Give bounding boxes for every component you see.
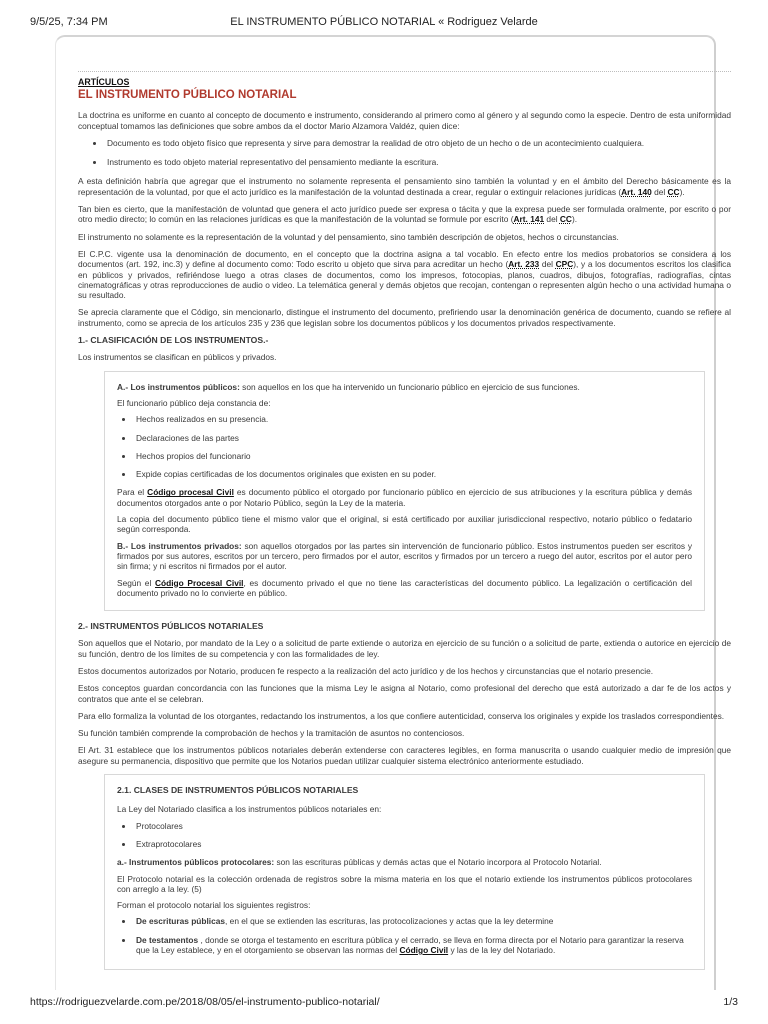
funcionario-intro: El funcionario público deja constancia de: — [117, 397, 271, 408]
paragraph-documento-privado: Según el Código Procesal Civil, es documento privado el que no tiene las características del documento público. La legalización o certificación del documento privado no lo convierte en público. — [117, 577, 692, 598]
list-item: • Expide copias certificadas de los documentos originales que existen en su poder. — [134, 469, 692, 479]
list-item: • Hechos propios del funcionario — [134, 451, 692, 461]
link-codigo-civil[interactable]: Código Civil — [399, 945, 449, 956]
notariales-paragraph: El Art. 31 establece que los instrumentos públicos notariales deberán extenderse con caracteres legibles, en forma manuscrita o usando cualquier medio de impresión que asegure su permanencia, dispositivo que permite que los Notarios puedan utilizar cualquier sistema electrónico anteriormente estudiado. — [78, 745, 731, 766]
link-cc[interactable]: CC — [559, 214, 572, 225]
link-art-233[interactable]: Art. 233 — [508, 259, 540, 270]
notariales-paragraph: Estos documentos autorizados por Notario, producen fe respecto a la realización del acto jurídico y de los hechos y circunstancias que el notario presencie. — [78, 665, 654, 676]
definition-item: • Instrumento es todo objeto material representativo del pensamiento mediante la escritura. — [105, 157, 731, 167]
list-item: • Protocolares — [134, 821, 692, 831]
notariales-paragraph: Su función también comprende la comprobación de hechos y la tramitación de asuntos no contenciosos. — [78, 728, 465, 739]
print-document-title: EL INSTRUMENTO PÚBLICO NOTARIAL « Rodriguez Velarde — [230, 16, 538, 28]
definitions-list — [105, 138, 731, 168]
top-separator — [78, 71, 731, 72]
notariales-paragraph: Para ello formaliza la voluntad de los otorgantes, redactando los instrumentos, a los que confiere autenticidad, conserva los originales y expide los traslados correspondientes. — [78, 710, 725, 721]
print-timestamp: 9/5/25, 7:34 PM — [30, 16, 108, 28]
list-item: • Extraprotocolares — [134, 839, 692, 849]
article-content — [78, 58, 731, 980]
list-item: • Hechos realizados en su presencia. — [134, 414, 692, 424]
link-codigo-procesal-civil[interactable]: Código procesal Civil — [147, 487, 234, 498]
clases-box — [104, 774, 705, 970]
article-title: EL INSTRUMENTO PÚBLICO NOTARIAL — [78, 89, 297, 102]
privados-definition: B.- Los instrumentos privados: son aquellos otorgados por las partes sin intervención de funcionario público. Estos instrumentos pueden ser escritos y firmados por sus autores, escritos por un tercero, pero firmados por el autor, escritos y firmados por un tercero a ruego del autor, escritos por el autor pero sin firma; y ni escritos ni firmados por el autor. — [117, 540, 692, 572]
print-url: https://rodriguezvelarde.com.pe/2018/08/05/el-instrumento-publico-notarial/ — [30, 996, 380, 1008]
print-page-number: 1/3 — [723, 996, 738, 1008]
print-header — [0, 0, 768, 34]
paragraph-clasificacion: Los instrumentos se clasifican en públicos y privados. — [78, 352, 277, 363]
funcionario-list — [134, 414, 692, 479]
link-cc[interactable]: CC — [667, 186, 680, 197]
paragraph-voluntad: A esta definición habría que agregar que el instrumento no solamente representa el pensamiento sino también la voluntad y en el ámbito del Derecho básicamente es la representación de la voluntad, por que el acto jurídico es la manifestación de la voluntad destinada a crear, regular o extinguir relaciones jurídicas (Art. 140 del CC). — [78, 176, 731, 197]
intro-paragraph: La doctrina es uniforme en cuanto al concepto de documento e instrumento, considerando al primero como al género y al segundo como la especie. Dentro de esta uniformidad conceptual tomamos las definiciones que sobre ambos da el doctor Mario Alzamora Valdéz, quien dice: — [78, 110, 731, 131]
protocolares-definition: a.- Instrumentos públicos protocolares: son las escrituras públicas y demás actas que el Notario incorpora al Protocolo Notarial. — [117, 857, 602, 868]
section-heading-clasificacion: 1.- CLASIFICACIÓN DE LOS INSTRUMENTOS.- — [78, 335, 269, 346]
notariales-paragraph: Son aquellos que el Notario, por mandato de la Ley o a solicitud de parte extiende o autoriza en ejercicio de su función o a solicitud de parte, extienda o autorice en ejercicio de su función, dentro de los límites de su competencia y con las formalidades de ley. — [78, 638, 731, 659]
link-codigo-procesal-civil[interactable]: Código Procesal Civil — [154, 577, 244, 588]
paragraph-descripcion: El instrumento no solamente es la representación de la voluntad y del pensamiento, sino también descripción de objetos, hechos o circunstancias. — [78, 231, 619, 242]
paragraph-documento-publico: Para el Código procesal Civil es documento público el otorgado por funcionario público en ejercicio de sus atribuciones y la escritura pública y demás documentos otorgados ante o por Notario Público, según la Ley de la materia. — [117, 487, 693, 508]
registros-list — [134, 916, 692, 955]
list-item: • De escrituras públicas, en el que se extienden las escrituras, las protocolizaciones y actas que la ley determine — [134, 916, 692, 926]
paragraph-manifestacion: Tan bien es cierto, que la manifestación de voluntad que genera el acto jurídico puede ser expresa o tácita y que la expresa puede ser formulada oralmente, por escrito o por otro medio directo; lo común en las relaciones jurídicas es que la manifestación de la voluntad se formule por escrito (Art. 141 del CC). — [78, 204, 731, 225]
clases-intro: La Ley del Notariado clasifica a los instrumentos públicos notariales en: — [117, 804, 382, 815]
link-cpc[interactable]: CPC — [555, 259, 574, 270]
notariales-paragraph: Estos conceptos guardan concordancia con las funciones que la misma Ley le asigna al Notario, como profesional del derecho que está autorizado a dar fe de los actos y contratos que ante el se celebran. — [78, 683, 731, 704]
protocolo-paragraph: El Protocolo notarial es la colección ordenada de registros sobre la misma materia en los que el notario extiende los instrumentos públicos protocolares con arreglo a la ley. (5) — [117, 873, 692, 894]
publicos-definition: A.- Los instrumentos públicos: son aquellos en los que ha intervenido un funcionario público en ejercicio de sus funciones. — [117, 381, 580, 392]
link-art-141[interactable]: Art. 141 — [513, 214, 545, 225]
paragraph-cpc: El C.P.C. vigente usa la denominación de documento, en el concepto que la doctrina asigna a tal vocablo. En efecto entre los medios probatorios se considera a los documentos (art. 192, inc.3) y define al documento como: Todo escrito u objeto que sirva para acreditar un hecho (Art. 233 del CPC), y a los documentos escritos los clasifica en públicos y privados, refiriéndose luego a otras clases de documentos, como los impresos, fotocopias, planos, cuadros, dibujos, fotografías, radiografías, cintas cinematográficas y otras reproducciones de audio o video. La telemática general y demás objetos que recojan, contengan o representen algún hecho o una actividad humana o su resultado. — [78, 248, 731, 301]
section-heading-notariales: 2.- INSTRUMENTOS PÚBLICOS NOTARIALES — [78, 621, 264, 632]
list-item: • Declaraciones de las partes — [134, 433, 692, 443]
paragraph-copia: La copia del documento público tiene el mismo valor que el original, si está certificado por auxiliar jurisdiccional respectivo, notario público o fedatario según corresponda. — [117, 514, 692, 535]
registros-intro: Forman el protocolo notarial los siguientes registros: — [117, 900, 311, 911]
link-art-140[interactable]: Art. 140 — [621, 186, 652, 197]
clases-list — [134, 821, 692, 850]
print-footer — [0, 994, 768, 1014]
category-link[interactable]: ARTÍCULOS — [78, 77, 130, 87]
instrument-types-box — [104, 371, 705, 611]
paragraph-codigo: Se aprecia claramente que el Código, sin mencionarlo, distingue el instrumento del documento, prefiriendo usar la denominación genérica de documento, cuando se refiere al instrumento, como se aprecia de los artículos 235 y 236 que legislan sobre los documentos públicos y los documentos privados respectivamente. — [78, 307, 731, 328]
list-item: • De testamentos , donde se otorga el testamento en escritura pública y el cerrado, se lleva en forma directa por el Notario para garantizar la reserva que la Ley establece, y en el otorgamiento se observan las normas del Código Civil y las de la ley del Notariado. — [134, 935, 692, 956]
clases-heading: 2.1. CLASES DE INSTRUMENTOS PÚBLICOS NOTARIALES — [117, 785, 359, 796]
definition-item: • Documento es todo objeto físico que representa y sirve para demostrar la realidad de otro objeto de un hecho o de un acontecimiento cualquiera. — [105, 138, 731, 148]
